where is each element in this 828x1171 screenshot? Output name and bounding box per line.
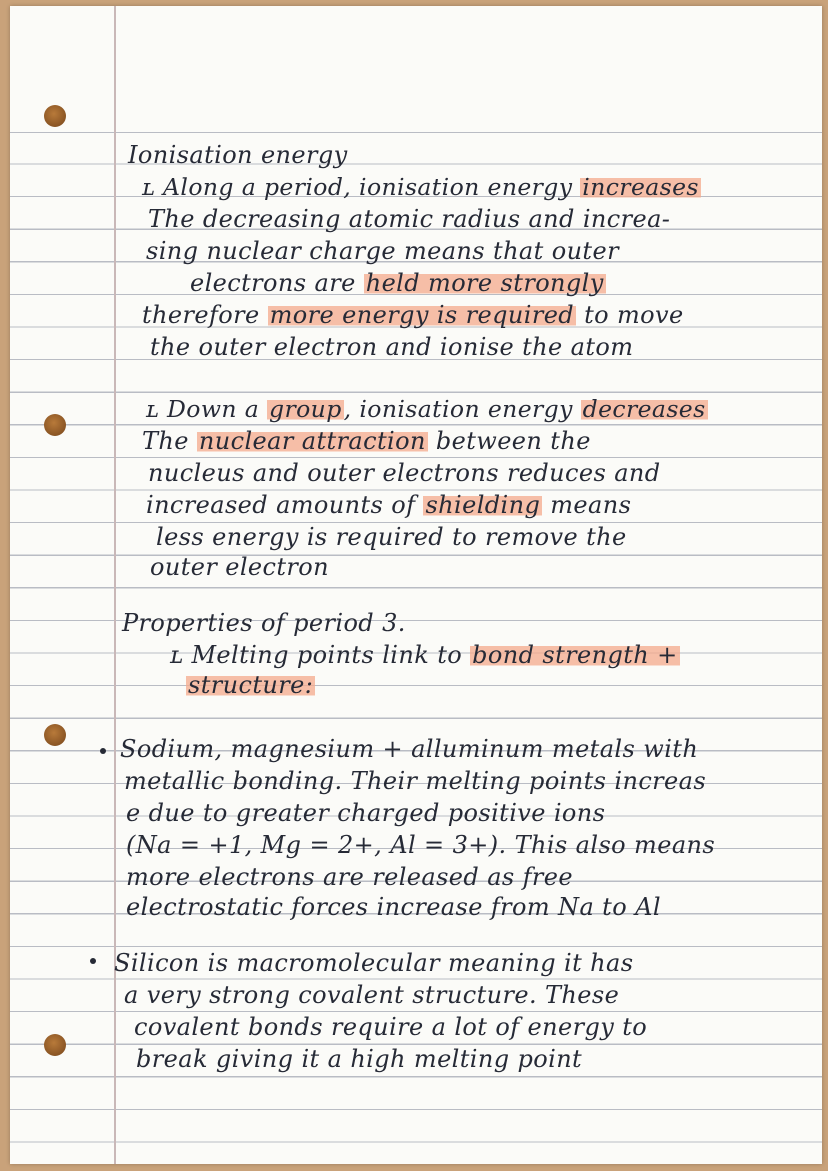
highlight-group: group [269, 395, 342, 423]
note-line-19: e due to greater charged positive ions [126, 799, 606, 827]
note-line-20: (Na = +1, Mg = 2+, Al = 3+). This also means [126, 831, 716, 859]
note-line-13: outer electron [150, 553, 330, 581]
bullet-point [90, 958, 96, 964]
note-text: ʟ Down a [146, 395, 268, 423]
note-text: therefore [142, 301, 268, 329]
note-text: , ionisation energy [343, 395, 581, 423]
highlight-increases: increases [582, 173, 699, 201]
note-line-25: covalent bonds require a lot of energy to [134, 1013, 648, 1041]
note-line-18: metallic bonding. Their melting points increas [124, 767, 707, 795]
notebook-page [10, 6, 822, 1164]
note-line-17: Sodium, magnesium + alluminum metals with [120, 735, 699, 763]
note-line-11 [146, 490, 631, 520]
top-margin-band [10, 6, 822, 133]
highlight-structure: structure: [188, 671, 314, 699]
note-text: The [142, 427, 197, 455]
heading-ionisation-energy: Ionisation energy [128, 141, 348, 169]
note-line-24: a very strong covalent structure. These [124, 981, 620, 1009]
note-line-3: The decreasing atomic radius and increa- [148, 205, 671, 233]
highlight-bond-strength: bond strength + [472, 641, 678, 669]
note-line-26: break giving it a high melting point [136, 1045, 583, 1073]
note-text: to move [576, 301, 684, 329]
note-line-10: nucleus and outer electrons reduces and [148, 459, 661, 487]
note-text: between the [427, 427, 591, 455]
note-text: means [542, 491, 632, 519]
note-text: ʟ Melting points link to [170, 641, 471, 669]
note-line-8 [146, 394, 708, 424]
note-line-6 [142, 300, 684, 330]
note-line-12: less energy is required to remove the [156, 523, 627, 551]
bullet-point [100, 748, 106, 754]
note-line-16 [186, 670, 315, 700]
punch-hole-2 [44, 414, 66, 436]
note-text: electrons are [190, 269, 364, 297]
note-text: ʟ Along a period, ionisation energy [142, 173, 581, 201]
punch-hole-3 [44, 724, 66, 746]
heading-properties-period-3: Properties of period 3. [122, 609, 406, 637]
highlight-more-energy-required: more energy is required [269, 301, 575, 329]
note-line-21: more electrons are released as free [126, 863, 574, 891]
highlight-shielding: shielding [425, 491, 541, 519]
note-line-9 [142, 426, 591, 456]
note-line-7: the outer electron and ionise the atom [150, 333, 634, 361]
note-line-4: sing nuclear charge means that outer [146, 237, 619, 265]
note-line-5 [190, 268, 606, 298]
note-line-23: Silicon is macromolecular meaning it has [114, 949, 634, 977]
note-line-15 [170, 640, 680, 670]
highlight-held-more-strongly: held more strongly [365, 269, 604, 297]
highlight-decreases: decreases [582, 395, 706, 423]
punch-hole-1 [44, 105, 66, 127]
margin-line [114, 6, 116, 1164]
note-line-22: electrostatic forces increase from Na to Al [126, 893, 661, 921]
highlight-nuclear-attraction: nuclear attraction [198, 427, 426, 455]
punch-hole-4 [44, 1034, 66, 1056]
note-line-2 [142, 172, 701, 202]
note-text: increased amounts of [146, 491, 424, 519]
